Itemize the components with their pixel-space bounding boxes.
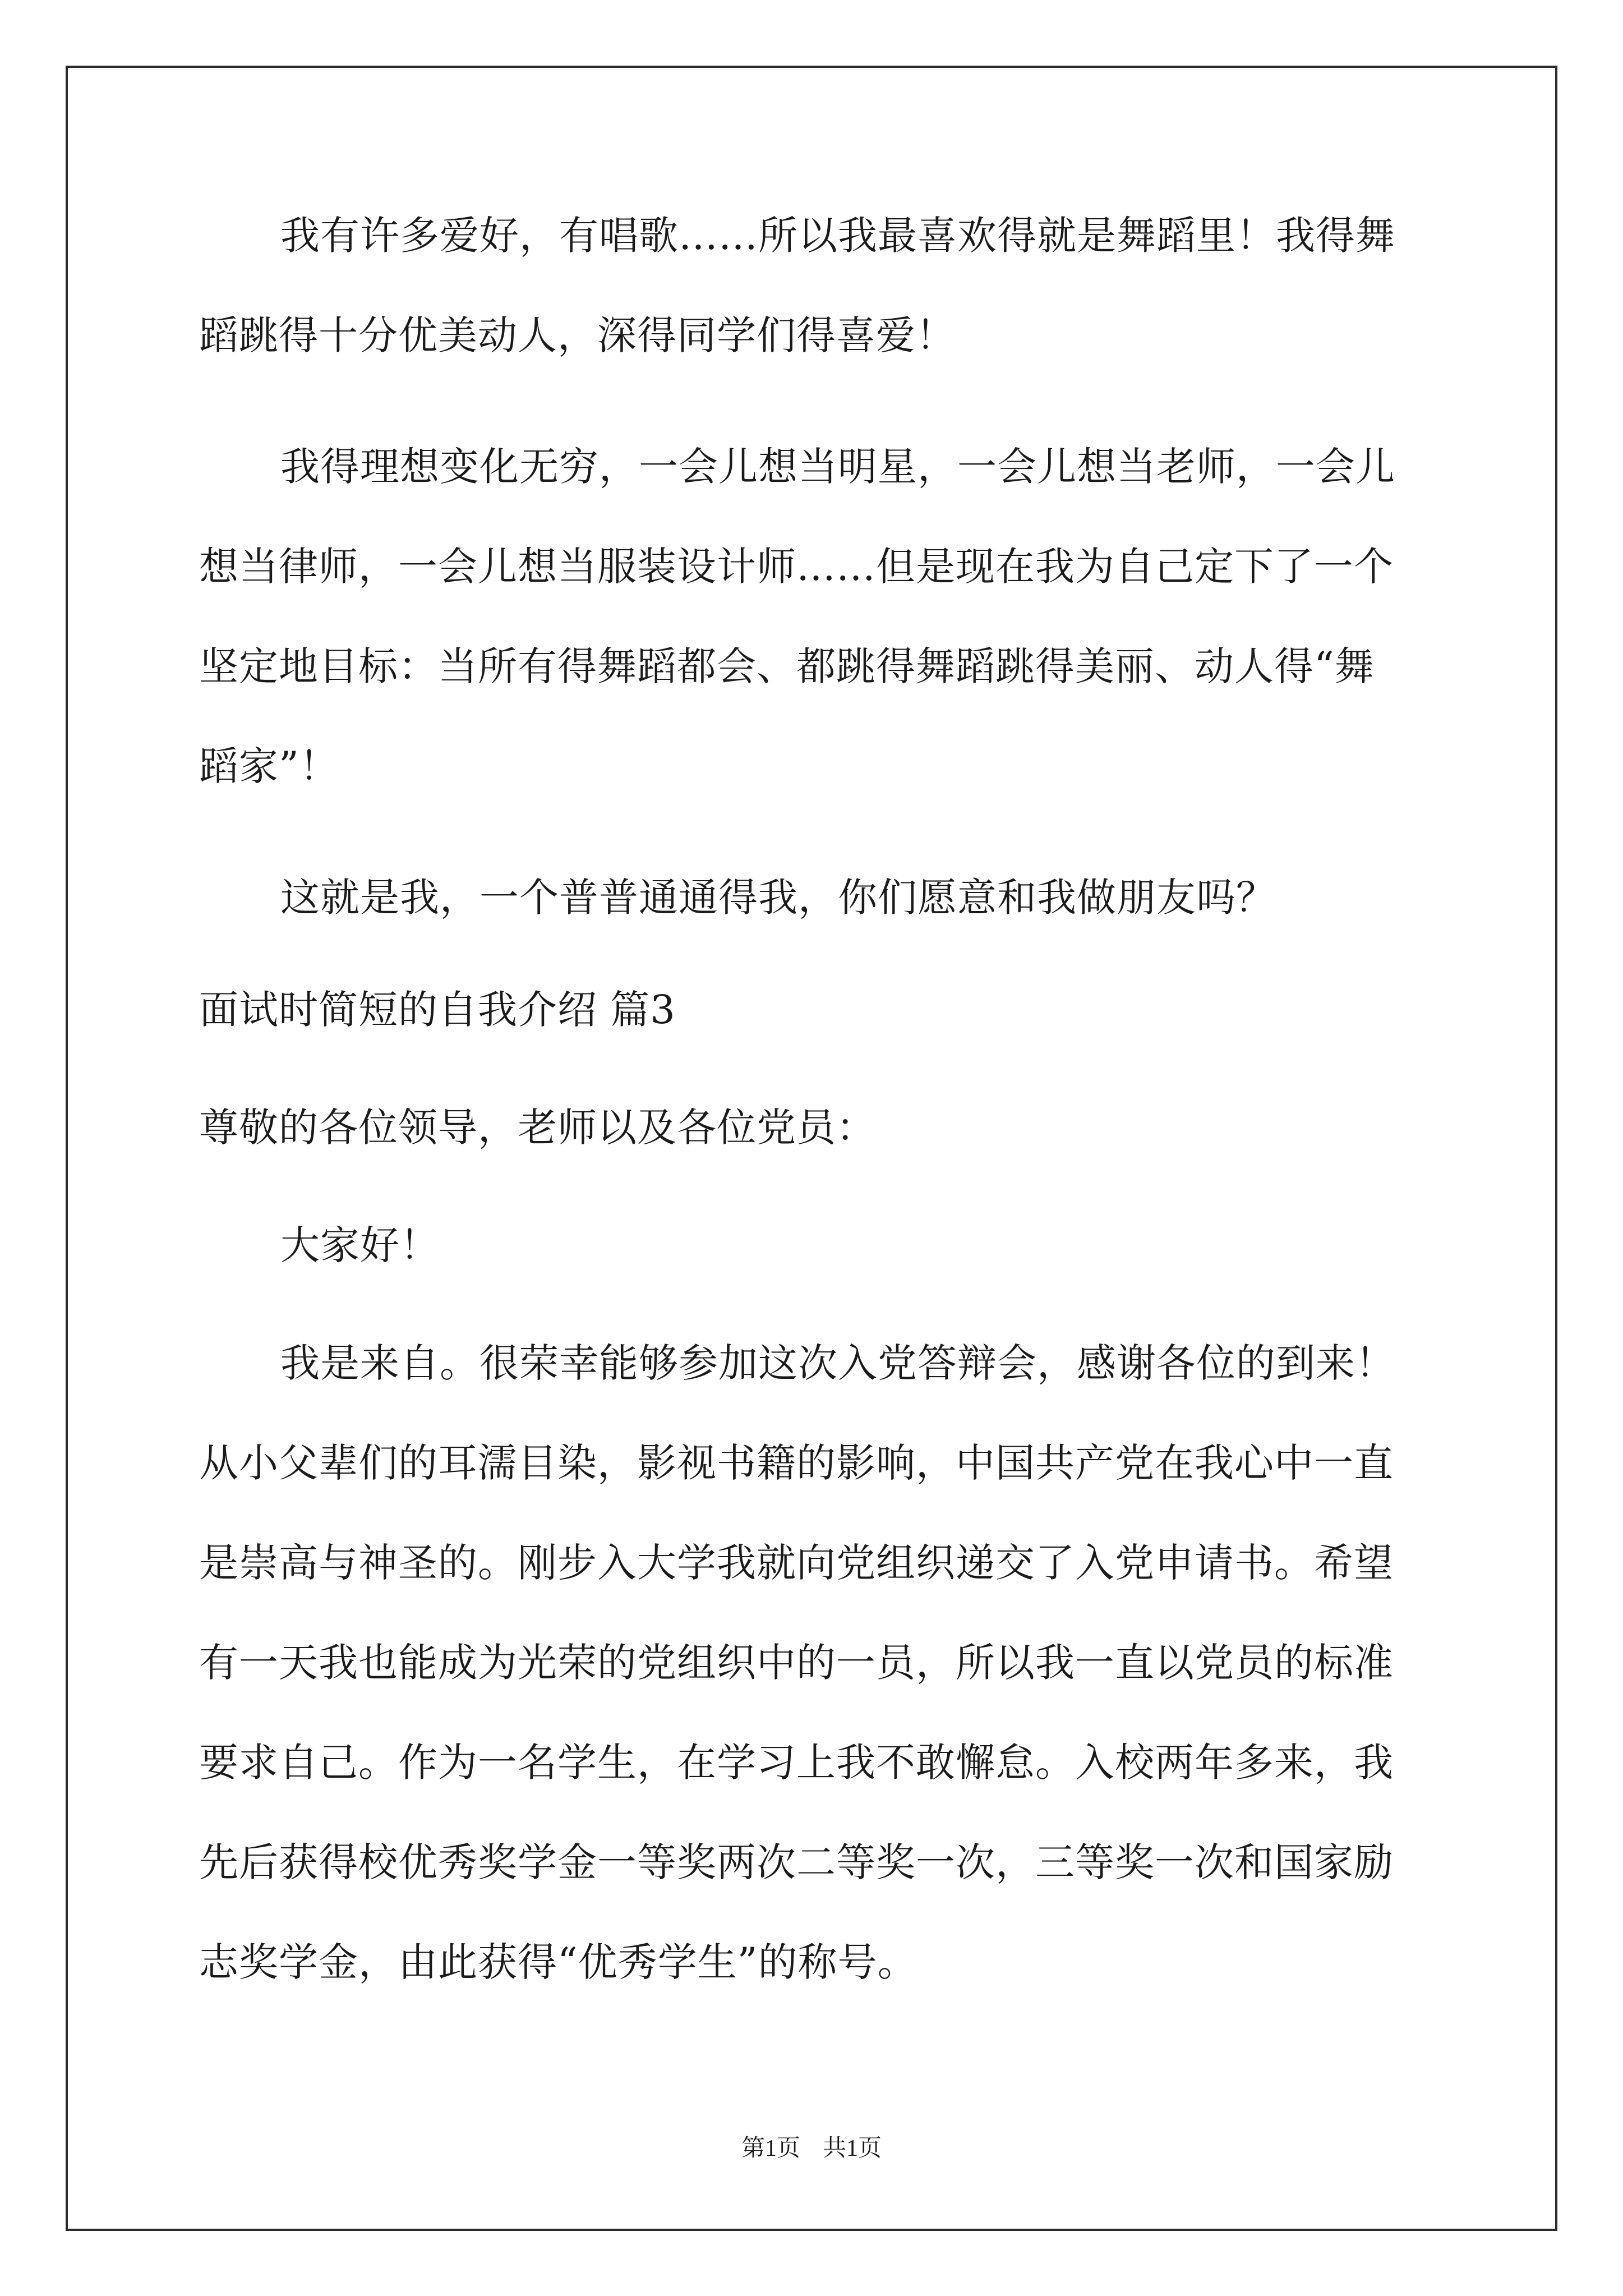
- section-heading: 面试时简短的自我介绍 篇3: [199, 987, 676, 1033]
- paragraph-line: 想当律师，一会儿想当服装设计师……但是现在我为自己定下了一个: [199, 544, 1394, 590]
- paragraph-line: 蹈家”！: [199, 743, 339, 789]
- salutation: 尊敬的各位领导，老师以及各位党员：: [199, 1105, 876, 1151]
- paragraph-line: 有一天我也能成为光荣的党组织中的一员，所以我一直以党员的标准: [199, 1640, 1394, 1686]
- paragraph-line: 我得理想变化无穷，一会儿想当明星，一会儿想当老师，一会儿: [280, 444, 1395, 490]
- paragraph-line: 从小父辈们的耳濡目染，影视书籍的影响，中国共产党在我心中一直: [199, 1440, 1394, 1486]
- paragraph-line: 我有许多爱好，有唱歌……所以我最喜欢得就是舞蹈里！我得舞: [280, 213, 1395, 259]
- paragraph-line: 是崇高与神圣的。刚步入大学我就向党组织递交了入党申请书。希望: [199, 1540, 1394, 1586]
- paragraph-line: 先后获得校优秀奖学金一等奖两次二等奖一次，三等奖一次和国家励: [199, 1839, 1394, 1885]
- page-footer: [0, 2132, 1623, 2165]
- page-total: 共1页: [823, 2136, 882, 2161]
- paragraph-line: 志奖学金，由此获得“优秀学生”的称号。: [199, 1939, 917, 1985]
- page-number: 第1页: [741, 2136, 800, 2161]
- paragraph-line: 这就是我，一个普普通通得我，你们愿意和我做朋友吗？: [280, 875, 1276, 921]
- paragraph-line: 蹈跳得十分优美动人，深得同学们得喜爱！: [199, 312, 956, 358]
- paragraph-line: 要求自己。作为一名学生，在学习上我不敢懈怠。入校两年多来，我: [199, 1740, 1394, 1786]
- paragraph-line: 坚定地目标：当所有得舞蹈都会、都跳得舞蹈跳得美丽、动人得“舞: [199, 643, 1375, 689]
- greeting: 大家好！: [280, 1222, 440, 1268]
- paragraph-line: 我是来自。很荣幸能够参加这次入党答辩会，感谢各位的到来！: [280, 1340, 1395, 1386]
